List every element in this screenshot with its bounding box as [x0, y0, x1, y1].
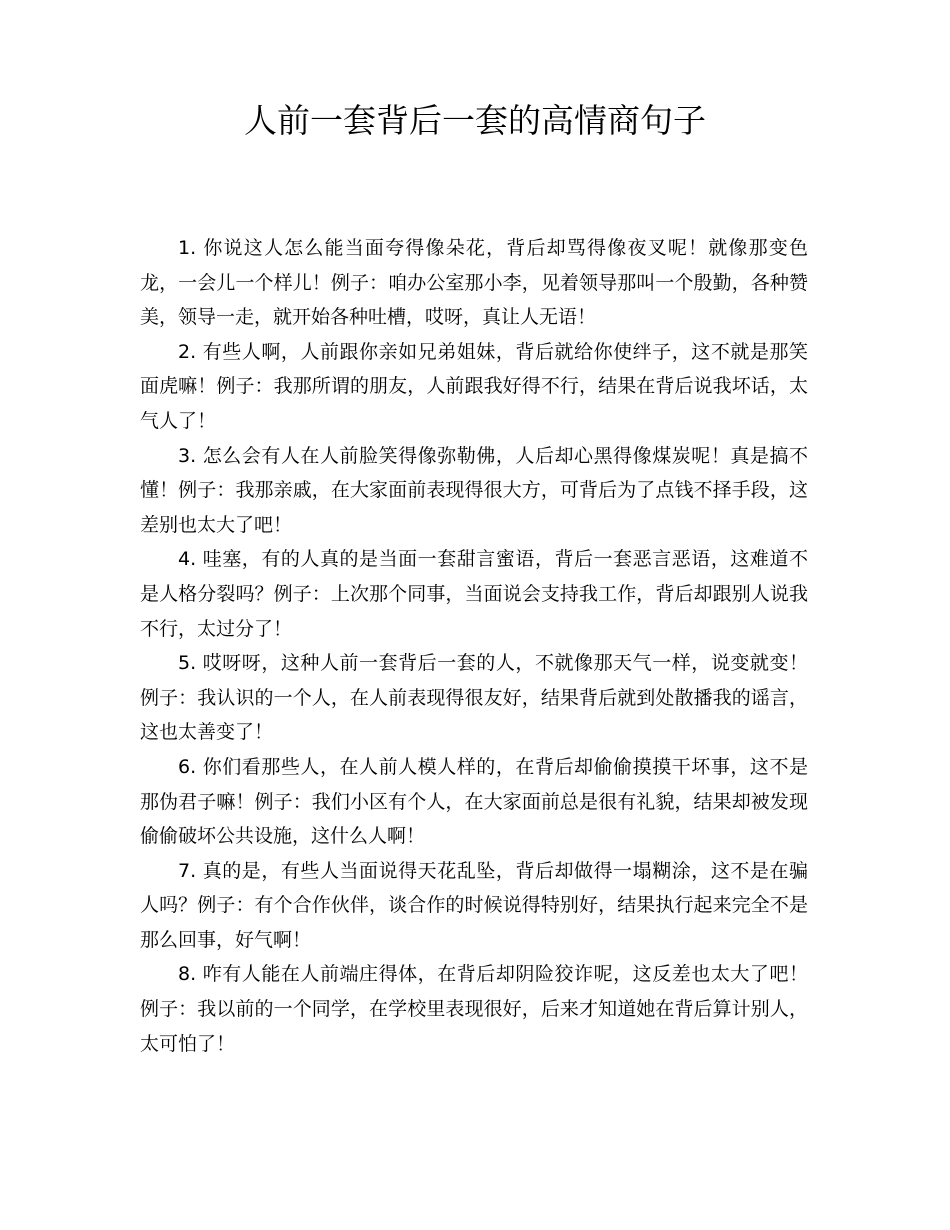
document-body [140, 231, 808, 1061]
paragraph-7: 7. 真的是，有些人当面说得天花乱坠，背后却做得一塌糊涂，这不是在骗人吗？例子：有个合作伙伴，谈合作的时候说得特别好，结果执行起来完全不是那么回事，好气啊！ [140, 859, 808, 951]
document-title: 人前一套背后一套的高情商句子 [244, 101, 706, 140]
paragraph-2: 2. 有些人啊，人前跟你亲如兄弟姐妹，背后就给你使绊子，这不就是那笑面虎嘛！例子：我那所谓的朋友，人前跟我好得不行，结果在背后说我坏话，太气人了！ [140, 340, 808, 432]
paragraph-8: 8. 咋有人能在人前端庄得体，在背后却阴险狡诈呢，这反差也太大了吧！例子：我以前的一个同学，在学校里表现很好，后来才知道她在背后算计别人，太可怕了！ [140, 963, 808, 1055]
paragraph-1: 1. 你说这人怎么能当面夸得像朵花，背后却骂得像夜叉呢！就像那变色龙，一会儿一个样儿！例子：咱办公室那小李，见着领导那叫一个殷勤，各种赞美，领导一走，就开始各种吐槽，哎呀，真让人无语！ [140, 237, 808, 329]
paragraph-5: 5. 哎呀呀，这种人前一套背后一套的人，不就像那天气一样，说变就变！例子：我认识的一个人，在人前表现得很友好，结果背后就到处散播我的谣言，这也太善变了！ [140, 652, 808, 744]
paragraph-3: 3. 怎么会有人在人前脸笑得像弥勒佛，人后却心黑得像煤炭呢！真是搞不懂！例子：我那亲戚，在大家面前表现得很大方，可背后为了点钱不择手段，这差别也太大了吧！ [140, 444, 808, 536]
paragraph-6: 6. 你们看那些人，在人前人模人样的，在背后却偷偷摸摸干坏事，这不是那伪君子嘛！例子：我们小区有个人，在大家面前总是很有礼貌，结果却被发现偷偷破坏公共设施，这什么人啊！ [140, 755, 808, 848]
paragraph-4: 4. 哇塞，有的人真的是当面一套甜言蜜语，背后一套恶言恶语，这难道不是人格分裂吗？例子：上次那个同事，当面说会支持我工作，背后却跟别人说我不行，太过分了！ [140, 548, 808, 640]
